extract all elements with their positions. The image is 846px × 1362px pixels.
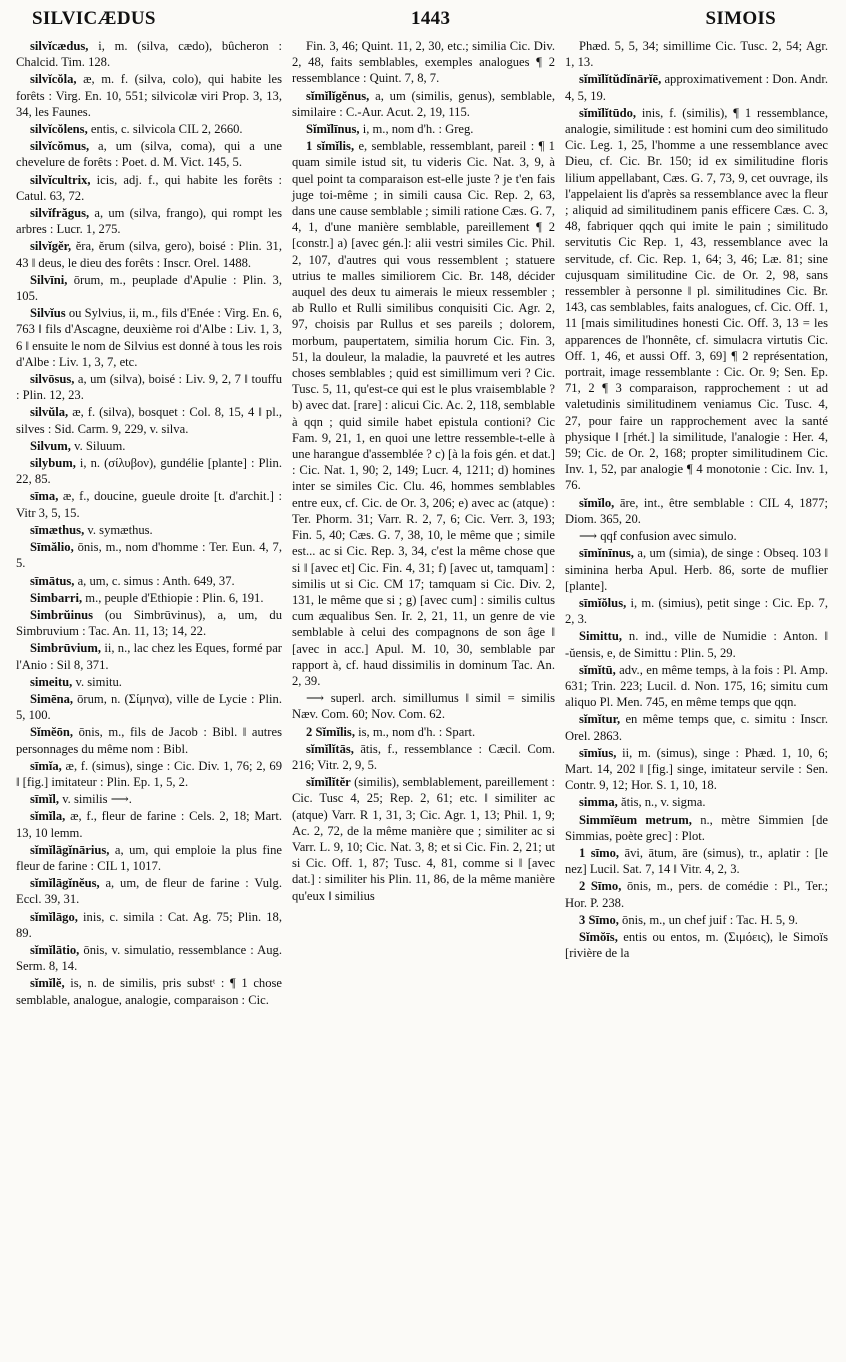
dictionary-entry <box>16 875 282 907</box>
entry-headword: sĭmĭlĕ, <box>30 976 65 991</box>
dictionary-entry <box>16 138 282 170</box>
dictionary-entry <box>16 205 282 237</box>
entry-body: inis, f. (similis), ¶ 1 ressemblance, analogie, similitude : est homini cum deo similitudo Cic. Leg. 1, 25, l'homme a une ressemblance avec Dieu, cf. Cic. Br. 150; id ex similitudine floris lilium appellabant, Cæs. G. 7, 73, 9, cet ouvrage, ils l'appelaient lis d'après sa ressemblance avec la fleur ; aliquid ad similitudinem panis efficere Cæs. C. 3, 48, fabriquer qqch qui imite le pain ; similitudo servitutis Cic Rep. 1, 43, ressemblance avec la servitude, cf. Cic. Rep. 1, 64; 3, 46; Læ. 81; sine cujusquam similitudine Cic. de Or. 2, 98, sans ressembler à personne ‖ pl. similitudines Cic. Br. 143, cas semblables, faits analogues, cf. Cic. Off. 1, 11 [mais similitudines honesti Cic. Off. 3, 13 = les apparences de l'honnête, cf. simulacra virtutis Cic. Off. 1, 46, et aussi Off. 3, 69] ¶ 2 représentation, portrait, image ressemblante : Cic. Or. 9; Sen. Ep. 71, 2 ¶ 3 comparaison, rapprochement : ut ad valetudinis similitudinem veniamus Cic. Tusc. 4, 27, pour faire un rapprochement avec la santé physique ‖ [rhét.] la similitude, l'analogie : Her. 4, 59; Cic. de Or. 2, 168; propter similitudinem Cic. Inv. 1, 52, par analogie ¶ 4 monotonie : Cic. Inv. 1, 76. <box>565 105 828 493</box>
entry-headword: sĭmĭlĭtūdo, <box>579 105 637 120</box>
dictionary-entry <box>16 942 282 974</box>
entry-headword: sīmātus, <box>30 573 75 588</box>
dictionary-entry <box>16 842 282 874</box>
entry-body: i, m. (simius), petit singe : Cic. Ep. 7, 2, 3. <box>565 595 828 627</box>
entry-headword: Silvīni, <box>30 272 68 287</box>
entry-headword: 2 Sĭmĭlis, <box>306 724 355 739</box>
entry-body: entis ou entos, m. (Σιμόεις), le Simoïs [rivière de la <box>565 929 828 961</box>
entry-body: a, um, c. simus : Anth. 649, 37. <box>74 573 235 588</box>
dictionary-entry <box>292 138 555 689</box>
dictionary-entry <box>16 640 282 672</box>
entry-headword: sĭmĭlāgĭnārius, <box>30 842 110 857</box>
entry-body: m., peuple d'Ethiopie : Plin. 6, 191. <box>82 590 264 605</box>
entry-body: ii, n., lac chez les Eques, formé par l'Anio : Sil 8, 371. <box>16 641 282 672</box>
entry-headword: sĭmĭtur, <box>579 712 621 727</box>
entry-headword: sĭmĭlātio, <box>30 942 80 957</box>
entry-headword: 1 sīmo, <box>579 845 620 860</box>
entry-headword: Silvĭus <box>30 306 66 321</box>
entry-body: a, um (silva, coma), qui a une chevelure de forêts : Poet. d. M. Vict. 145, 5. <box>16 139 282 170</box>
dictionary-entry <box>16 522 282 538</box>
entry-headword: sĭmĭlĭtĕr <box>306 775 351 790</box>
column-1 <box>14 38 287 1356</box>
entry-headword: silvĭcŏmus, <box>30 139 90 154</box>
entry-headword: silybum, <box>30 456 76 471</box>
entry-body: a, um, qui emploie la plus fine fleur de farine : CIL 1, 1017. <box>16 842 282 873</box>
dictionary-entry <box>16 909 282 941</box>
entry-headword: silvĭcædus, <box>30 39 89 53</box>
dictionary-entry <box>565 929 828 961</box>
dictionary-entry <box>16 539 282 571</box>
entry-headword: sīmĭa, <box>30 758 62 773</box>
entry-headword: sĭmĭla, <box>30 809 66 824</box>
entry-headword: Silvum, <box>30 438 71 453</box>
entry-body: ⟶ superl. arch. simillumus ‖ simil = similis Næv. Com. 60; Nov. Com. 62. <box>292 691 555 722</box>
entry-body: ātis, f., ressemblance : Cæcil. Com. 216; Vitr. 2, 9, 5. <box>292 741 555 772</box>
dictionary-entry <box>292 121 555 137</box>
entry-body: e, semblable, ressemblant, pareil : ¶ 1 quam simile istud sit, tu videris Cic. Nat. 3, 9, à quel point ta comparaison est-elle juste ? je t'en fais juge toi-même ; in simili causa Cic. Rep. 2, 63, dans une cause semblable ; simili ratione Cæs. G. 7, 4, 1, d'une manière semblable, pareillement ¶ 2 [constr.] a) [avec gén.]: alii vestri similes Cic. Phil. 2, 107, d'autres qui vous ressemblent ; statuere utrius te malles similiorem Cic. Br. 148, décider auquel des deux tu aimerais le mieux ressembler ; ab Rullo et Rulli similibus conquisiti Cic. Agr. 2, 97, choisis par Rullus et ses pareils ; dolorem, morbum, paupertatem, similia horum Cic. Fin. 3, 51, la douleur, la maladie, la pauvreté et les autres choses semblables ; quid est simillimum veri ? Cic. Tusc. 5, 11, qu'est-ce qui est le plus vraisemblable ? b) avec dat. [rare] : alicui Cic. Ac. 2, 118, semblable à qqn ; quid simile habet epistula contioni? Cic Fam. 9, 21, 1, en quoi une lettre ressemble-t-elle à une harangue d'assemblée ? c) [à la fois gén. et dat.] : Cic. Nat. 1, 90; 2, 149; Lucr. 4, 1211; d) homines inter se similes Cic. Clu. 46, hommes semblables entre eux, cf. Cic. de Or. 3, 206; e) avec ac (atque) : Ter. Phorm. 31; Varr. R. 2, 7, 6; Cic. Verr. 3, 193; Fin. 5, 40; Cæs. G. 7, 38, 10, le même que ; simile est... ac si Cic. Rep. 3, 34, c'est la même chose que si ‖ [avec et] Cic. Fin. 4, 31; f) [avec ut, tamquam] : similis ut si Cic. CM 17; tamquam si Cic. Div. 2, 131, le même que si ; g) [avec cum] : similis cultus cum æqualibus Sen. Ir. 2, 21, 11, un genre de vie semblable à celui des compagnons de son âge ‖ [avec in acc.] Apul. M. 10, 30, semblable par rapport à, cf. haud dissimilis in dominum Tac. An. 2, 39. <box>292 139 555 688</box>
entry-body: a, um (silva, frango), qui rompt les arbres : Lucr. 1, 275. <box>16 206 282 237</box>
entry-body: ōnis, m., nom d'homme : Ter. Eun. 4, 7, 5. <box>16 540 282 571</box>
header-left-guideword: SILVICÆDUS <box>32 8 156 29</box>
entry-headword: Simbarri, <box>30 590 83 605</box>
dictionary-entry <box>16 305 282 370</box>
dictionary-entry <box>292 724 555 740</box>
entry-headword: silvĭcŏla, <box>30 72 77 87</box>
entry-body: æ, f. (silva), bosquet : Col. 8, 15, 4 ‖ pl., silves : Sid. Carm. 9, 229, v. silva. <box>16 405 282 436</box>
entry-body: is, m., nom d'h. : Spart. <box>355 724 476 739</box>
entry-body: i, m., nom d'h. : Greg. <box>359 122 474 137</box>
dictionary-entry <box>16 121 282 137</box>
dictionary-entry <box>16 172 282 204</box>
entry-body: v. similis ⟶. <box>59 792 132 807</box>
entry-body: v. simitu. <box>72 674 122 689</box>
entry-headword: silvĭgĕr, <box>30 239 72 254</box>
entry-headword: silvĭcultrix, <box>30 172 91 187</box>
dictionary-entry <box>16 975 282 1007</box>
dictionary-entry <box>292 690 555 722</box>
dictionary-entry <box>292 38 555 87</box>
dictionary-entry <box>16 808 282 840</box>
entry-headword: 2 Sīmo, <box>579 879 622 894</box>
entry-body: āvi, ātum, āre (simus), tr., aplatir : [le nez] Lucil. Sat. 7, 14 ‖ Vitr. 4, 2, 3. <box>565 845 828 877</box>
header-right-guideword: SIMOIS <box>705 8 776 29</box>
dictionary-entry <box>16 71 282 120</box>
column-2 <box>287 38 560 1356</box>
entry-body: a, um (silva), boisé : Liv. 9, 2, 7 ‖ touffu : Plin. 12, 23. <box>16 372 282 403</box>
entry-body: en même temps que, c. simitu : Inscr. Orel. 2863. <box>565 712 828 743</box>
dictionary-entry <box>565 812 828 844</box>
dictionary-entry <box>16 38 282 70</box>
entry-body: ou Sylvius, ii, m., fils d'Enée : Virg. En. 6, 763 ‖ fils d'Ascagne, deuxième roi d'Albe : Liv. 1, 3, 6 ‖ ensuite le nom de Silvius est donné à tous les rois d'Albe : Liv. 1, 3, 7, etc. <box>16 306 282 369</box>
entry-body: āre, int., être semblable : CIL 4, 1877; Diom. 365, 20. <box>565 495 828 526</box>
entry-headword: Simēna, <box>30 691 74 706</box>
dictionary-entry <box>565 38 828 70</box>
dictionary-entry <box>16 371 282 403</box>
entry-body: ōnis, m., un chef juif : Tac. H. 5, 9. <box>618 912 798 927</box>
entry-headword: Simbrūvium, <box>30 641 102 656</box>
running-head <box>14 8 836 38</box>
entry-body: a, um (simia), de singe : Obseq. 103 ‖ siminina herba Apul. Herb. 86, sorte de muflier [plante]. <box>565 546 828 593</box>
dictionary-entry <box>565 711 828 743</box>
entry-body: æ, m. f. (silva, colo), qui habite les forêts : Virg. En. 10, 551; silvicolæ viri Prop. 3, 13, 34, les Faunes. <box>16 72 282 119</box>
dictionary-entry <box>565 878 828 910</box>
entry-body: ătis, n., v. sigma. <box>617 795 706 810</box>
entry-headword: simma, <box>579 795 618 810</box>
dictionary-entry <box>16 691 282 723</box>
entry-body: approximativement : Don. Andr. 4, 5, 19. <box>565 72 828 103</box>
entry-headword: sĭmĭlĭtās, <box>306 741 354 756</box>
entry-headword: simeitu, <box>30 674 73 689</box>
entry-body: inis, c. simila : Cat. Ag. 75; Plin. 18, 89. <box>16 909 282 940</box>
dictionary-entry <box>565 912 828 928</box>
dictionary-entry <box>565 595 828 627</box>
entry-body: ōrum, m., peuplade d'Apulie : Plin. 3, 105. <box>16 272 282 304</box>
dictionary-entry <box>16 455 282 487</box>
entry-headword: silvĭfrăgus, <box>30 206 90 221</box>
dictionary-entry <box>16 573 282 589</box>
dictionary-entry <box>16 238 282 270</box>
entry-body: a, um (similis, genus), semblable, similaire : C.-Aur. Acut. 2, 19, 115. <box>292 88 555 119</box>
entry-body: æ, f. (simus), singe : Cic. Div. 1, 76; 2, 69 ‖ [fig.] imitateur : Plin. Ep. 1, 5, 2. <box>16 758 282 789</box>
dictionary-entry <box>16 724 282 756</box>
dictionary-entry <box>16 758 282 790</box>
entry-headword: sĭmĭlĭgĕnus, <box>306 88 370 103</box>
entry-headword: Simbrŭinus <box>30 607 93 622</box>
entry-headword: Sĭmŏīs, <box>579 929 618 944</box>
entry-body: ōnis, m., fils de Jacob : Bibl. ‖ autres personnages du même nom : Bibl. <box>16 725 282 756</box>
entry-headword: sīmĭnīnus, <box>579 546 634 561</box>
dictionary-entry <box>16 674 282 690</box>
entry-body: ōnis, m., pers. de comédie : Pl., Ter.; Hor. P. 238. <box>565 879 828 910</box>
dictionary-entry <box>565 794 828 810</box>
entry-headword: Sīmălio, <box>30 540 74 555</box>
entry-headword: sĭmĭlāgĭnĕus, <box>30 876 100 891</box>
entry-headword: sĭmĭlĭtŭdĭnārĭē, <box>579 72 662 87</box>
dictionary-entry <box>16 488 282 520</box>
entry-body: n. ind., ville de Numidie : Anton. ‖ -ŭensis, e, de Simittu : Plin. 5, 29. <box>565 629 828 660</box>
entry-headword: Simittu, <box>579 629 623 644</box>
entry-headword: Sĭmĭlīnus, <box>306 122 360 137</box>
dictionary-entry <box>292 88 555 120</box>
entry-body: ⟶ qqf confusion avec simulo. <box>579 529 737 544</box>
entry-headword: Sĭmĕōn, <box>30 725 74 740</box>
entry-body: v. symæthus. <box>84 522 153 537</box>
dictionary-entry <box>565 495 828 527</box>
column-3 <box>560 38 833 1356</box>
entry-body: æ, f., doucine, gueule droite [t. d'archit.] : Vitr 3, 5, 15. <box>16 489 282 520</box>
dictionary-entry <box>16 438 282 454</box>
entry-headword: sīmĭl, <box>30 792 60 807</box>
dictionary-entry <box>16 607 282 639</box>
entry-body: æ, f., fleur de farine : Cels. 2, 18; Mart. 13, 10 lemm. <box>16 809 282 840</box>
entry-headword: sīmæthus, <box>30 522 85 537</box>
dictionary-entry <box>565 528 828 544</box>
dictionary-entry <box>292 741 555 773</box>
entry-body: ii, m. (simus), singe : Phæd. 1, 10, 6; Mart. 14, 202 ‖ [fig.] singe, imitateur servile : Sen. Contr. 9, 12; Hor. S. 1, 10, 18. <box>565 745 828 793</box>
entry-headword: sĭmĭtū, <box>579 662 616 677</box>
entry-headword: 3 Sīmo, <box>579 912 619 927</box>
entry-headword: Simmĭēum metrum, <box>579 812 692 827</box>
dictionary-entry <box>16 404 282 436</box>
entry-headword: silvŭla, <box>30 405 69 420</box>
dictionary-entry <box>565 628 828 660</box>
entry-body: i, n. (σίλυβον), gundélie [plante] : Plin. 22, 85. <box>16 456 282 487</box>
entry-body: ōnis, v. simulatio, ressemblance : Aug. Serm. 8, 14. <box>16 942 282 974</box>
entry-body: ĕra, ĕrum (silva, gero), boisé : Plin. 31, 43 ‖ deus, le dieu des forêts : Inscr. Orel. 1488. <box>16 239 282 270</box>
entry-body: ōrum, n. (Σίμηνα), ville de Lycie : Plin. 5, 100. <box>16 691 282 723</box>
entry-headword: sĭmĭlo, <box>579 495 615 510</box>
entry-body: entis, c. silvicola CIL 2, 2660. <box>87 122 243 137</box>
dictionary-entry <box>16 590 282 606</box>
entry-headword: sĭmĭlāgo, <box>30 909 78 924</box>
dictionary-entry <box>565 105 828 494</box>
entry-body: a, um, de fleur de farine : Vulg. Eccl. 39, 31. <box>16 876 282 907</box>
columns <box>14 38 836 1356</box>
entry-headword: 1 sĭmĭlis, <box>306 139 355 154</box>
dictionary-entry <box>292 774 555 904</box>
entry-headword: sīma, <box>30 489 59 504</box>
dictionary-entry <box>565 545 828 594</box>
dictionary-entry <box>565 662 828 711</box>
entry-headword: sīmĭŏlus, <box>579 595 627 610</box>
entry-body: i, m. (silva, cædo), bûcheron : Chalcid. Tim. 128. <box>16 39 282 70</box>
page-number: 1443 <box>411 8 451 29</box>
entry-body: n., mètre Simmien [de Simmias, poète grec] : Plot. <box>565 812 828 843</box>
entry-headword: silvĭcŏlens, <box>30 122 88 137</box>
entry-body: (similis), semblablement, pareillement : Cic. Tusc 4, 25; Rep. 2, 61; etc. ‖ similiter ac (atque) Varr. R 1, 31, 3; Cic. Agr. 1, 13; Phil. 1, 9; Ac. 2, 72, de la même manière que ; similiter ac si Varr. L. 9, 10; Cic. Nat. 3, 8; et si Cic. Fin. 2, 21; ut si Cic. Off. 1, 87; Tusc. 4, 81, comme si ‖ [avec dat.] : similiter his Plin. 11, 86, de la même manière qu'eux ‖ similius <box>292 775 555 903</box>
entry-body: is, n. de similis, pris substᵗ : ¶ 1 chose semblable, analogue, analogie, comparaison : Cic. <box>16 976 282 1007</box>
entry-body: Phæd. 5, 5, 34; simillime Cic. Tusc. 2, 54; Agr. 1, 13. <box>565 39 828 70</box>
dictionary-entry <box>565 745 828 794</box>
entry-body: adv., en même temps, à la fois : Pl. Amp. 631; Trin. 223; Lucil. d. Non. 175, 16; simitu cum aliquo Pl. Men. 745, en même temps que qqn. <box>565 662 828 710</box>
entry-body: v. Siluum. <box>70 438 126 453</box>
entry-body: (ou Simbrūvinus), a, um, du Simbruvium : Tac. An. 11, 13; 14, 22. <box>16 607 282 639</box>
dictionary-entry <box>16 791 282 807</box>
entry-body: icis, adj. f., qui habite les forêts : Catul. 63, 72. <box>16 172 282 203</box>
entry-body: Fin. 3, 46; Quint. 11, 2, 30, etc.; similia Cic. Div. 2, 48, faits semblables, exemples analogues ¶ 2 ressemblance : Quint. 7, 8, 7. <box>292 39 555 86</box>
dictionary-entry <box>16 272 282 304</box>
entry-headword: sīmĭus, <box>579 745 617 760</box>
dictionary-entry <box>565 71 828 103</box>
dictionary-entry <box>565 845 828 877</box>
entry-headword: silvōsus, <box>30 372 75 387</box>
